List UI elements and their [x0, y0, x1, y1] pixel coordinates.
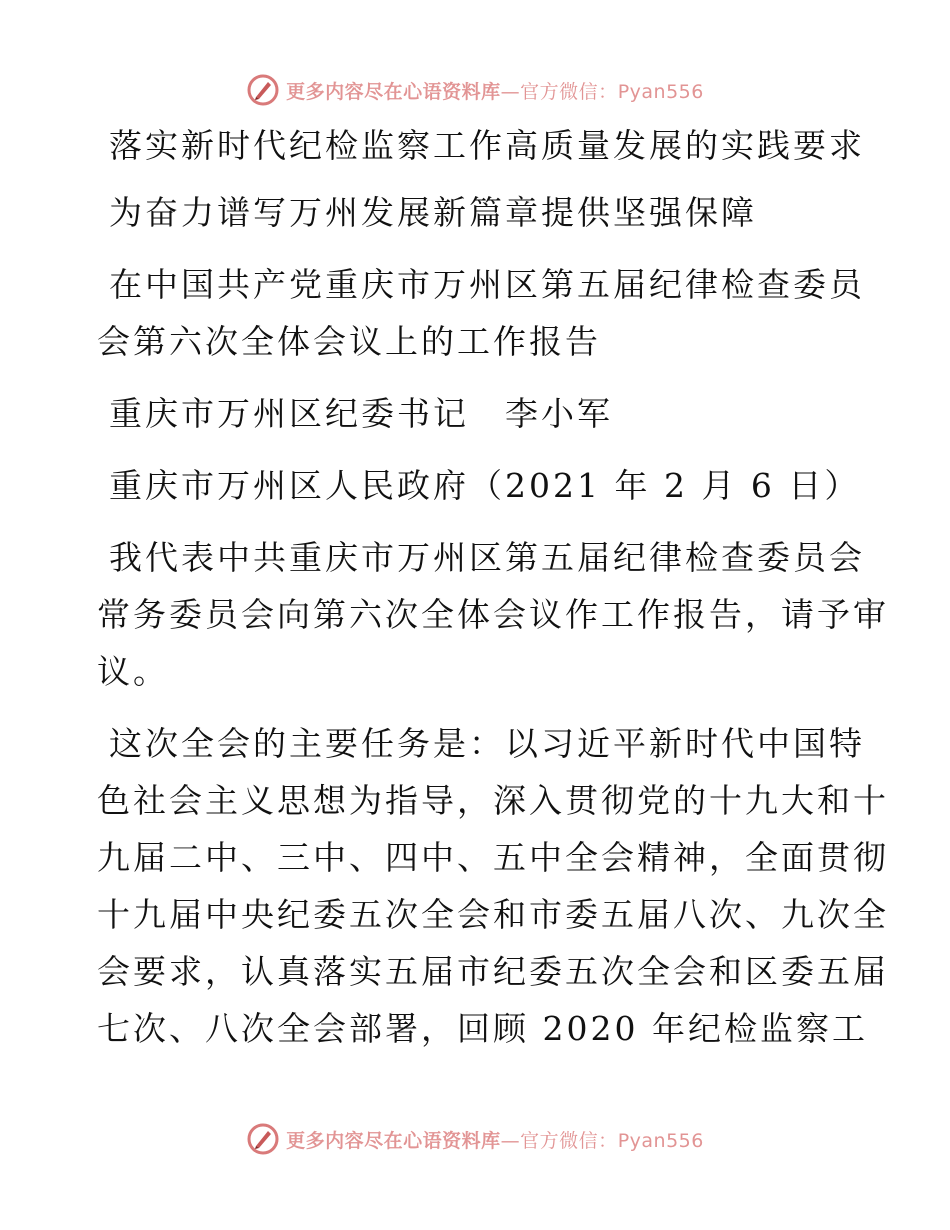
pen-circle-icon	[246, 73, 280, 107]
watermark-dash: —	[500, 1129, 521, 1152]
title-line-1: 落实新时代纪检监察工作高质量发展的实践要求	[109, 126, 865, 165]
para2-line-5: 会要求，认真落实五届市纪委五次全会和区委五届	[97, 952, 889, 991]
para2-line-1: 这次全会的主要任务是：以习近平新时代中国特	[109, 724, 865, 763]
para2-line-2: 色社会主义思想为指导，深入贯彻党的十九大和十	[97, 781, 889, 820]
title-line-2: 为奋力谱写万州发展新篇章提供坚强保障	[109, 193, 757, 232]
watermark-footer	[0, 1119, 950, 1159]
watermark-header	[0, 70, 950, 110]
subtitle-line-2: 会第六次全体会议上的工作报告	[97, 322, 601, 361]
para2-line-4: 十九届中央纪委五次全会和市委五届八次、九次全	[97, 895, 889, 934]
watermark-label: 更多内容尽在心语资料库	[286, 80, 501, 103]
watermark-wechat-label: 官方微信：	[520, 80, 618, 103]
para1-line-3: 议。	[97, 652, 169, 691]
watermark-account: Pyan556	[617, 80, 704, 103]
para1-line-2: 常务委员会向第六次全体会议作工作报告，请予审	[97, 595, 889, 634]
para2-line-6: 七次、八次全会部署，回顾 2020 年纪检监察工	[97, 1009, 868, 1048]
author-line: 重庆市万州区纪委书记 李小军	[109, 394, 613, 433]
subtitle-line-1: 在中国共产党重庆市万州区第五届纪律检查委员	[109, 265, 865, 304]
para1-line-1: 我代表中共重庆市万州区第五届纪律检查委员会	[109, 538, 865, 577]
para2-line-3: 九届二中、三中、四中、五中全会精神，全面贯彻	[97, 838, 889, 877]
watermark-label: 更多内容尽在心语资料库	[286, 1129, 501, 1152]
source-line: 重庆市万州区人民政府（2021 年 2 月 6 日）	[109, 466, 861, 505]
document-body	[97, 125, 889, 1050]
watermark-dash: —	[500, 80, 521, 103]
watermark-wechat-label: 官方微信：	[520, 1129, 618, 1152]
watermark-account: Pyan556	[617, 1129, 704, 1152]
pen-circle-icon	[246, 1122, 280, 1156]
